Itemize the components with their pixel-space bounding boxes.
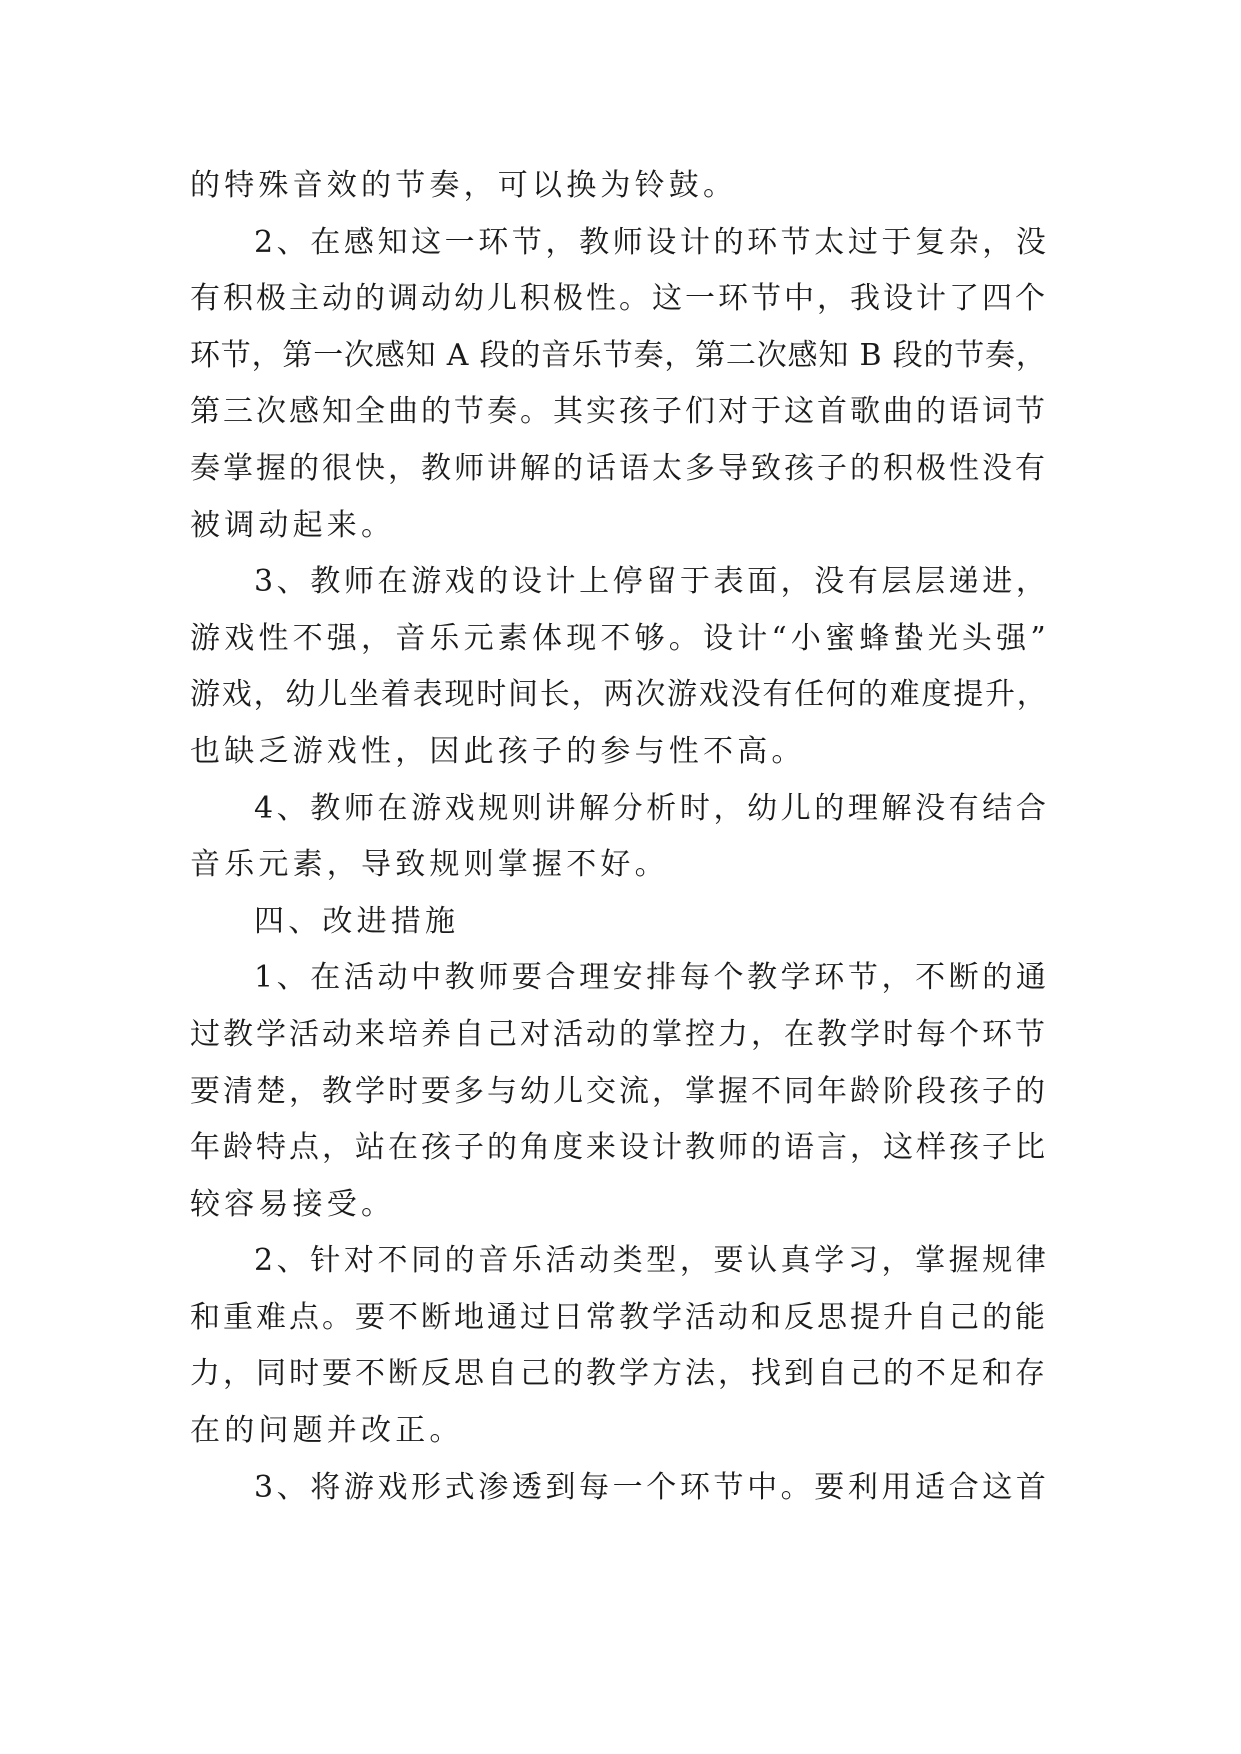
- text-line: 要清楚，教学时要多与幼儿交流，掌握不同年龄阶段孩子的: [190, 1073, 1048, 1109]
- text-line: 的特殊音效的节奏，可以换为铃鼓。: [190, 168, 738, 203]
- text-line: 有积极主动的调动幼儿积极性。这一环节中，我设计了四个: [190, 281, 1048, 317]
- text-line: 年龄特点，站在孩子的角度来设计教师的语言，这样孩子比: [190, 1130, 1048, 1166]
- text-line: 游戏性不强，音乐元素体现不够。设计“小蜜蜂蛰光头强”: [190, 620, 1050, 656]
- text-line: 力，同时要不断反思自己的教学方法，找到自己的不足和存: [190, 1356, 1048, 1392]
- document-body: [190, 158, 1050, 1516]
- text-line: 游戏，幼儿坐着表现时间长，两次游戏没有任何的难度提升，: [190, 677, 1049, 713]
- text-line: 也缺乏游戏性，因此孩子的参与性不高。: [190, 733, 806, 769]
- text-line: 音乐元素，导致规则掌握不好。: [190, 847, 669, 883]
- paragraph-start-line: 3、将游戏形式渗透到每一个环节中。要利用适合这首: [254, 1469, 1050, 1505]
- text-line: 第三次感知全曲的节奏。其实孩子们对于这首歌曲的语词节: [190, 394, 1048, 430]
- paragraph-start-line: 2、针对不同的音乐活动类型，要认真学习，掌握规律: [254, 1243, 1050, 1279]
- paragraph-start-line: 3、教师在游戏的设计上停留于表面，没有层层递进，: [254, 564, 1050, 600]
- paragraph-start-line: 2、在感知这一环节，教师设计的环节太过于复杂，没: [254, 224, 1050, 260]
- paragraph-start-line: 4、教师在游戏规则讲解分析时，幼儿的理解没有结合: [254, 790, 1050, 826]
- text-line: 过教学活动来培养自己对活动的掌控力，在教学时每个环节: [190, 1016, 1048, 1052]
- text-line: 奏掌握的很快，教师讲解的话语太多导致孩子的积极性没有: [190, 450, 1048, 486]
- text-line: 被调动起来。: [190, 507, 396, 543]
- section-heading: 四、改进措施: [254, 903, 460, 939]
- text-line: 和重难点。要不断地通过日常教学活动和反思提升自己的能: [190, 1299, 1048, 1335]
- paragraph-start-line: 1、在活动中教师要合理安排每个教学环节，不断的通: [254, 960, 1050, 996]
- text-line: 较容易接受。: [190, 1186, 396, 1222]
- text-line: 环节，第一次感知 A 段的音乐节奏，第二次感知 B 段的节奏，: [190, 337, 1047, 373]
- text-line: 在的问题并改正。: [190, 1413, 464, 1449]
